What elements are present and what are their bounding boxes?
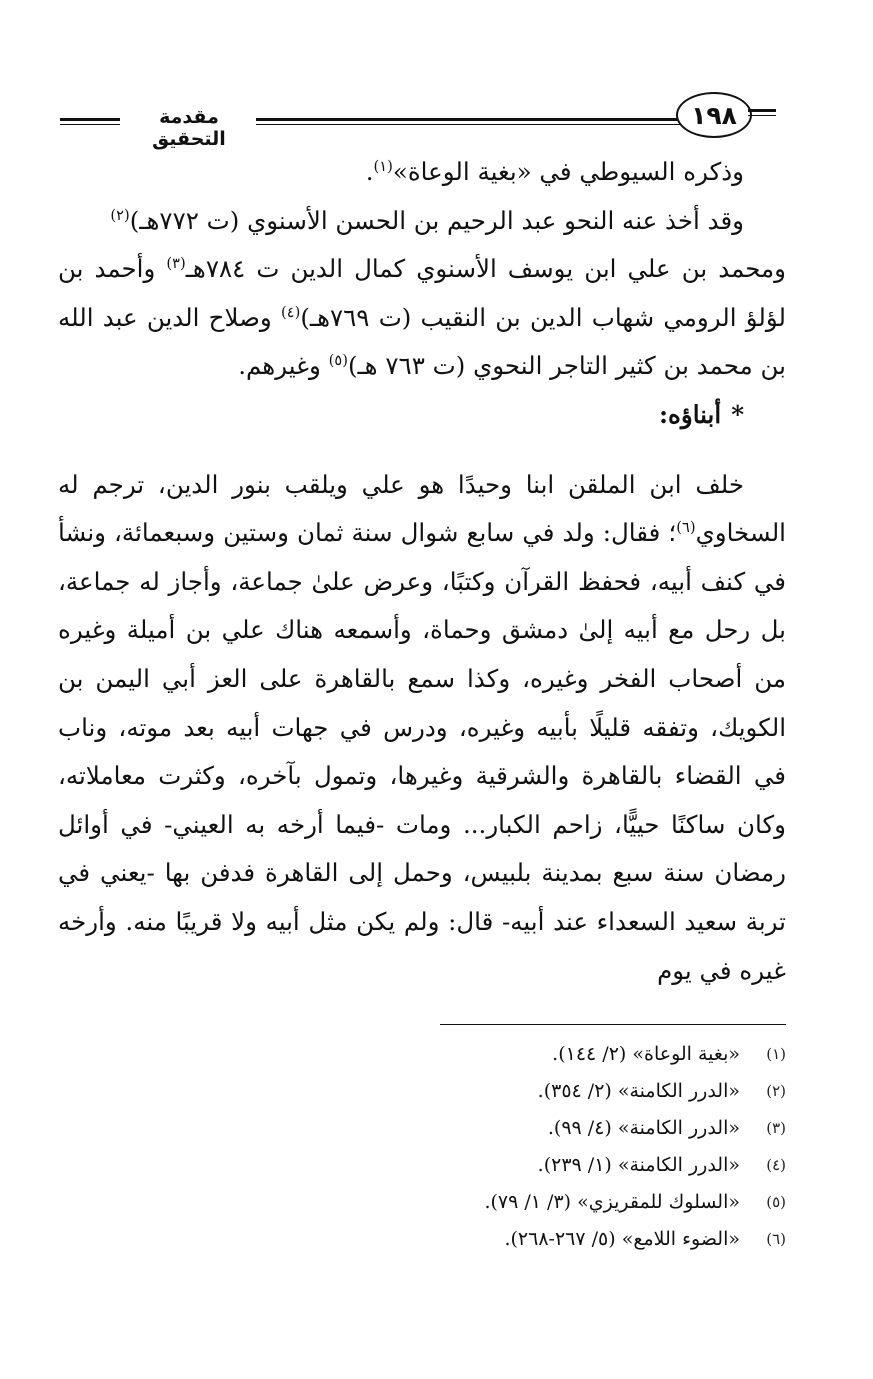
footnote-text: «بغية الوعاة» (٢/ ١٤٤). (552, 1043, 740, 1065)
footnote-item (440, 1184, 786, 1221)
footnote-item (440, 1036, 786, 1073)
footnote-item (440, 1221, 786, 1258)
page-number: ١٩٨ (691, 100, 737, 130)
footnote-ref: (٢) (110, 206, 130, 224)
footnote-ref: (١) (373, 157, 393, 175)
paragraph-text: ؛ فقال: ولد في سابع شوال سنة ثمان وستين وسبعمائة، ونشأ في كنف أبيه، فحفظ القرآن وكتبًا، وعرض علىٰ جماعة، وأجاز له جماعة، بل رحل مع أبيه إلىٰ دمشق وحماة، وأسمعه هناك علي بن أميلة وغيره من أصحاب الفخر وغيره، وكذا سمع بالقاهرة على العز أبي اليمن بن الكويك، وتفقه قليلًا بأبيه وغيره، ودرس في جهات أبيه بعد موته، وناب في القضاء بالقاهرة والشرقية وغيرها، وتمول بآخره، وكثرت معاملاته، وكان ساكنًا حييًّا، زاحم الكبار... ومات -فيما أرخه به العيني- في أوائل رمضان سنة سبع بمدينة بلبيس، وحمل إلى القاهرة فدفن بها -يعني في تربة سعيد السعداء عند أبيه- قال: ولم يكن مثل أبيه ولا قريبًا منه. وأرخه غيره في يوم (58, 518, 786, 985)
paragraph-sons (58, 461, 786, 996)
paragraph-text: وقد أخذ عنه النحو عبد الرحيم بن الحسن الأسنوي (ت ٧٧٢هـ) (129, 205, 744, 235)
footnote-item (440, 1073, 786, 1110)
footnote-item (440, 1147, 786, 1184)
paragraph-text: . (365, 157, 374, 186)
footnote-item (440, 1110, 786, 1147)
footnote-number: (٣) (766, 1119, 786, 1137)
section-heading-text: أبناؤه: (658, 399, 722, 429)
header-rule-right (748, 109, 776, 116)
paragraph-text: وأحمد بن لؤلؤ الرومي شهاب الدين بن النقيب (ت ٧٦٩هـ) (58, 254, 786, 332)
header-title: مقدمة التحقيق (152, 106, 226, 150)
section-heading (58, 391, 786, 440)
header-rule-middle (256, 118, 696, 125)
paragraph-text: وغيرهم. (238, 351, 329, 381)
footnote-text: «الضوء اللامع» (٥/ ٢٦٧-٢٦٨). (504, 1228, 740, 1250)
footnote-number: (٢) (766, 1082, 786, 1100)
main-text (58, 148, 786, 995)
page-number-badge (676, 92, 752, 138)
footnote-number: (٤) (766, 1156, 786, 1174)
page-header (48, 84, 778, 150)
footnote-text: «الدرر الكامنة» (١/ ٢٣٩). (537, 1154, 740, 1176)
paragraph-suyuti (58, 148, 786, 197)
footnote-text: «السلوك للمقريزي» (٣/ ١/ ٧٩). (484, 1191, 740, 1213)
footnotes (440, 1036, 786, 1258)
paragraph-text: وذكره السيوطي في «بغية الوعاة» (392, 157, 744, 186)
asterisk-icon: * (731, 399, 744, 429)
footnote-ref: (٤) (280, 303, 301, 321)
footnote-ref: (٥) (328, 352, 348, 370)
footnote-number: (١) (766, 1045, 786, 1063)
footnote-number: (٦) (766, 1230, 786, 1248)
footnote-number: (٥) (766, 1193, 786, 1211)
header-rule-left (60, 118, 120, 125)
footnote-ref: (٣) (166, 255, 186, 273)
footnote-separator (440, 1024, 786, 1025)
paragraph-text: ومحمد بن علي ابن يوسف الأسنوي كمال الدين ت ٧٨٤هـ (185, 254, 786, 284)
footnote-text: «الدرر الكامنة» (٢/ ٣٥٤). (537, 1080, 740, 1102)
paragraph-text: وصلاح الدين عبد الله بن محمد بن كثير التاجر النحوي (ت ٧٦٣ هـ) (58, 302, 786, 381)
paragraph-text: خلف ابن الملقن ابنا وحيدًا هو علي ويلقب بنور الدين، ترجم له السخاوي (58, 469, 786, 548)
footnote-ref: (٦) (676, 519, 696, 536)
paragraph-students (58, 197, 786, 391)
footnote-text: «الدرر الكامنة» (٤/ ٩٩). (547, 1117, 740, 1139)
